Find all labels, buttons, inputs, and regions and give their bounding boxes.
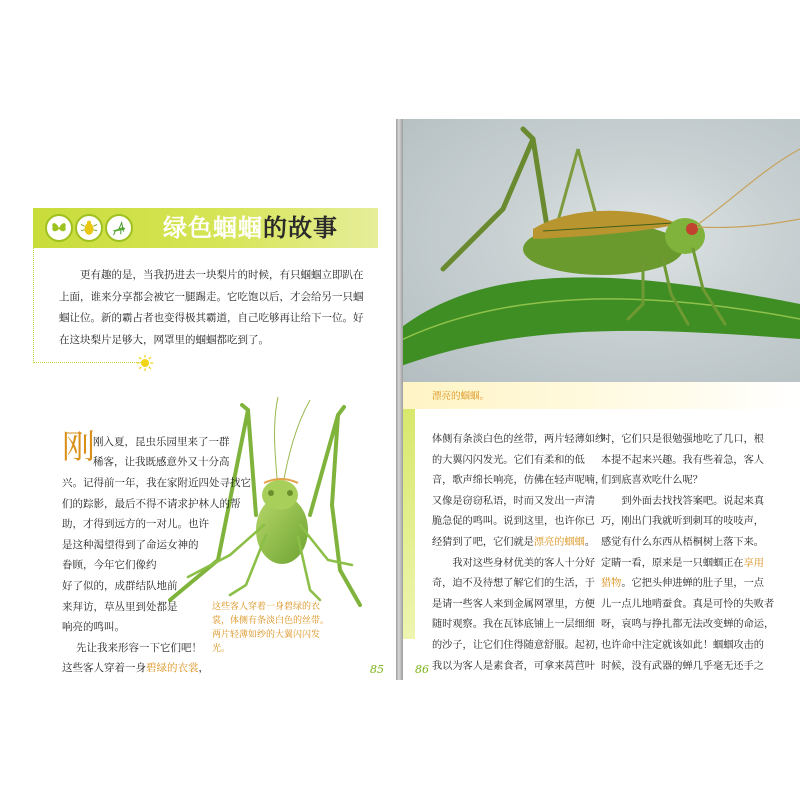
- text-line: 刚入夏，昆虫乐园里来了一群: [93, 436, 230, 448]
- text-line: 又像是窃窃私语，时而又发出一声清: [432, 495, 595, 507]
- image-caption: 这些客人穿着一身碧绿的衣裳，体侧有条淡白色的丝带。两片轻薄如纱的大翼闪闪发光。: [212, 602, 330, 654]
- text-line: 们的踪影，最后不得不请求护林人的帮: [62, 498, 241, 510]
- text-line: 是请一些客人来到金属网罩里，方便: [432, 598, 595, 610]
- grasshopper-icon: [105, 214, 133, 242]
- text-line: 音，歌声绵长响亮，仿佛在轻声呢喃，: [432, 475, 606, 487]
- page-number-right: 86: [415, 663, 429, 676]
- text-line: [601, 554, 764, 575]
- side-strip: [403, 409, 415, 639]
- text-fragment: ，: [198, 662, 209, 674]
- text-line: 我对这些身材优美的客人十分好: [452, 557, 596, 569]
- chapter-title: [163, 212, 338, 244]
- text-line: 先让我来形容一下它们吧！: [76, 642, 202, 654]
- intro-box: [33, 248, 378, 363]
- text-line: 来拜访，草丛里到处都是: [62, 601, 178, 613]
- chapter-title-band: [33, 208, 378, 248]
- butterfly-icon: [45, 214, 73, 242]
- intro-paragraph: 更有趣的是，当我扔进去一块梨片的时候，有只蝈蝈立即趴在上面，谁来分享都会被它一腿踢走。它吃饱以后，才会给另一只蝈蝈让位。新的霸占者也变得极其霸道，自己吃够再让给下一位。好在这块梨片足够大，网罩里的蝈蝈都吃到了。: [59, 269, 364, 346]
- text-line: 我以为客人是素食者，可拿来莴苣叶: [432, 660, 595, 672]
- right-column-1: [432, 430, 606, 677]
- text-line: 兴。记得前一年，我在家附近四处寻找它: [62, 477, 251, 489]
- highlight-text: 猎物: [601, 578, 622, 590]
- text-fragment: 定睛一看，原来是一只蝈蝈正在: [601, 557, 744, 569]
- text-fragment: 。它把头伸进蝉的肚子里，一点: [621, 578, 764, 590]
- highlight-text: 享用: [743, 557, 764, 569]
- text-line: 感觉有什么东西从梧桐树上落下来。: [601, 536, 764, 548]
- text-line: 脆急促的鸣叫。说到这里，也许你已: [432, 516, 595, 528]
- text-line: 奇，迫不及待想了解它们的生活，于: [432, 578, 595, 590]
- page-number-left: 85: [370, 663, 384, 676]
- chapter-title-part1: 绿色蝈蝈: [163, 214, 263, 242]
- text-line: 呀，哀鸣与挣扎都无法改变蝉的命运，: [601, 619, 775, 631]
- text-line: 体侧有条淡白色的丝带，两片轻薄如纱: [432, 434, 606, 445]
- text-fragment: 。: [584, 536, 595, 548]
- text-line: 时，它们只是很勉强地吃了几口，根: [601, 434, 764, 445]
- text-line: 的大翼闪闪发光。它们有柔和的低: [432, 454, 585, 466]
- text-line: 儿一点儿地啃蚕食。真是可怜的失败者: [601, 598, 775, 610]
- text-fragment: 这些客人穿着一身: [62, 662, 146, 674]
- text-line: 本提不起来兴趣。我有些着急，客人: [601, 454, 764, 466]
- text-line: 助，才得到远方的一对儿。也许: [62, 518, 209, 530]
- highlight-text: 漂亮的蝈蝈: [533, 536, 585, 548]
- text-line: 也许命中注定就该如此！蝈蝈攻击的: [601, 639, 764, 651]
- text-line: 到外面去找找答案吧。说起来真: [621, 495, 765, 507]
- grasshopper-on-leaf-image: [403, 119, 800, 382]
- text-line: 好了似的，成群结队地前: [62, 580, 178, 592]
- text-line: [432, 533, 595, 554]
- drop-cap: 刚: [62, 427, 95, 466]
- text-line: 稀客，让我既感意外又十分高: [93, 456, 230, 468]
- text-line: 的沙子，让它们住得随意舒服。起初，: [432, 639, 606, 651]
- text-line: 巧，刚出门我就听到刺耳的吱吱声，: [601, 516, 764, 528]
- book-spine: [396, 119, 403, 680]
- sun-icon: [136, 354, 154, 372]
- beetle-icon: [75, 214, 103, 242]
- highlight-text: 碧绿的衣裳: [146, 662, 199, 674]
- photo-caption: 漂亮的蝈蝈。: [432, 391, 490, 402]
- text-line: 随时观察。我在瓦钵底铺上一层细细: [432, 619, 595, 631]
- chapter-title-part2: 的故事: [263, 214, 338, 242]
- text-line: 眷顾，今年它们像约: [62, 559, 157, 571]
- right-column-2: [601, 430, 775, 677]
- text-line: [62, 658, 209, 679]
- grasshopper-photo: [403, 119, 800, 382]
- text-line: 时候，没有武器的蝉几乎毫无还手之: [601, 660, 764, 672]
- text-line: [601, 574, 764, 595]
- text-line: 们到底喜欢吃什么呢？: [601, 475, 703, 487]
- text-fragment: 经猜到了吧，它们就是: [432, 536, 534, 548]
- text-line: 响亮的鸣叫。: [62, 621, 125, 633]
- text-line: 是这种渴望得到了命运女神的: [62, 539, 199, 551]
